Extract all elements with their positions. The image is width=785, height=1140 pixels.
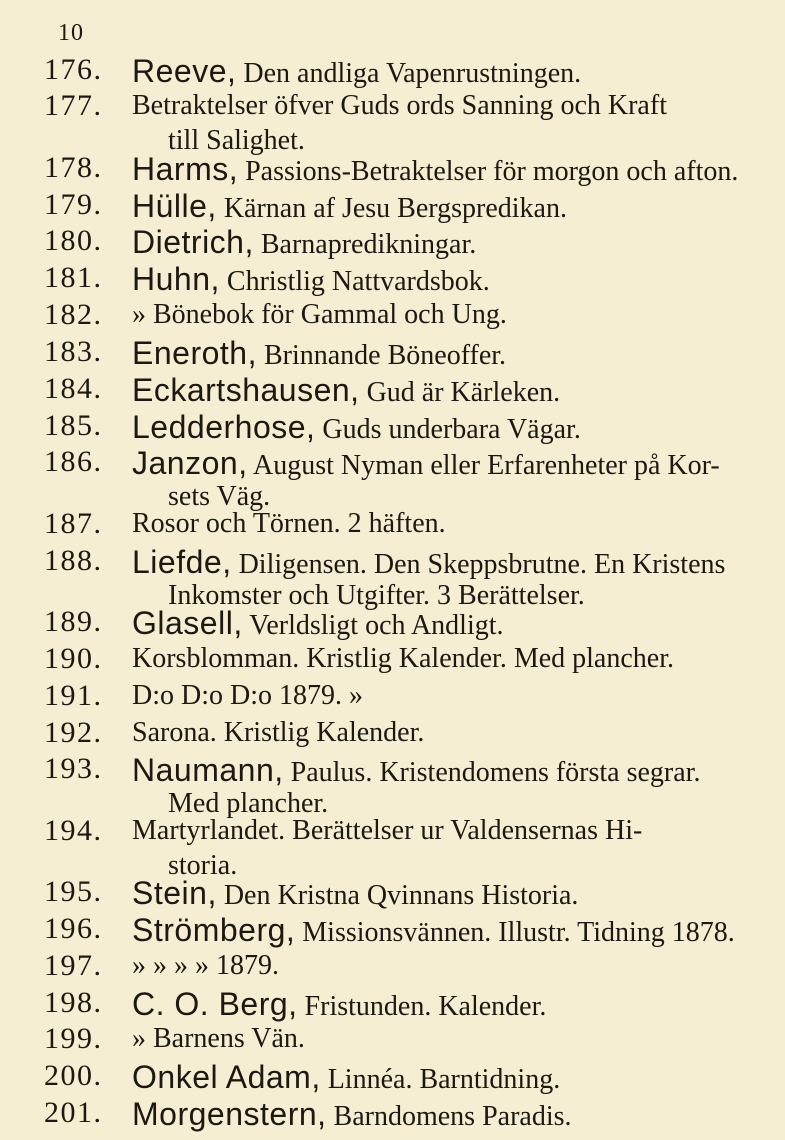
entry-text-line xyxy=(132,1096,732,1133)
entry-number: 185. xyxy=(44,409,103,442)
entry-text-line xyxy=(132,814,732,847)
entry-title: Korsblomman. Kristlig Kalender. Med plancher. xyxy=(132,643,674,674)
entry-number: 190. xyxy=(44,642,103,675)
entry-title: Kärnan af Jesu Bergspredikan. xyxy=(216,193,567,224)
entry-title: » Bönebok för Gammal och Ung. xyxy=(132,299,507,330)
entry-text-line xyxy=(132,89,732,122)
entry-author: C. O. Berg, xyxy=(132,986,298,1022)
entry-title: » » » » 1879. xyxy=(132,950,279,981)
entry-author: Naumann, xyxy=(132,752,284,788)
entry-text-line xyxy=(132,605,732,642)
entry-title: Fristunden. Kalender. xyxy=(297,991,547,1022)
entry-text-line xyxy=(132,1022,732,1055)
entry-number: 184. xyxy=(44,372,103,405)
entry-author: Onkel Adam, xyxy=(132,1059,321,1095)
entry-title: Diligensen. Den Skeppsbrutne. En Kristens xyxy=(231,549,726,580)
entry-number: 199. xyxy=(44,1022,103,1055)
entry-title: D:o D:o D:o 1879. » xyxy=(132,680,363,711)
entry-number: 183. xyxy=(44,335,103,368)
entry-title: Betraktelser öfver Guds ords Sanning och Kraft xyxy=(132,90,667,121)
entry-title: Linnéa. Barntidning. xyxy=(320,1064,561,1095)
entry-title: Passions-Betraktelser för morgon och afton. xyxy=(238,156,739,187)
entry-text-line xyxy=(132,224,732,261)
entry-text-line xyxy=(132,752,732,789)
entry-number: 181. xyxy=(44,261,103,294)
entry-author: Strömberg, xyxy=(132,912,296,948)
entry-text-line xyxy=(132,986,732,1023)
entry-continuation-line: Inkomster och Utgifter. 3 Berättelser. xyxy=(168,580,585,611)
entry-number: 182. xyxy=(44,298,103,331)
entry-number: 197. xyxy=(44,949,103,982)
entry-number: 196. xyxy=(44,912,103,945)
entry-continuation-line: till Salighet. xyxy=(168,125,305,156)
entry-number: 194. xyxy=(44,814,103,847)
entry-title: Missionsvännen. Illustr. Tidning 1878. xyxy=(295,917,735,948)
entry-title: Gud är Kärleken. xyxy=(359,377,561,408)
entry-author: Eckartshausen, xyxy=(132,372,360,408)
entry-text-line xyxy=(132,53,732,90)
entry-title: Den Kristna Qvinnans Historia. xyxy=(216,880,579,911)
entry-title: Rosor och Törnen. 2 häften. xyxy=(132,508,446,539)
entry-number: 186. xyxy=(44,445,103,478)
entry-text-line xyxy=(132,912,735,949)
entry-author: Dietrich, xyxy=(132,224,254,260)
entry-text-line xyxy=(132,716,732,749)
entry-number: 187. xyxy=(44,507,103,540)
entry-title: Christlig Nattvardsbok. xyxy=(219,266,490,297)
entry-author: Stein, xyxy=(132,875,217,911)
entry-author: Morgenstern, xyxy=(132,1096,327,1132)
entry-text-line xyxy=(132,298,732,331)
entry-text-line xyxy=(132,679,732,712)
entry-title: Barndomens Paradis. xyxy=(326,1101,572,1132)
entry-author: Hülle, xyxy=(132,188,217,224)
entry-text-line xyxy=(132,335,732,372)
entry-title: Verldsligt och Andligt. xyxy=(242,610,504,641)
entry-title: Guds underbara Vägar. xyxy=(315,414,581,445)
entry-number: 193. xyxy=(44,752,103,785)
entry-number: 201. xyxy=(44,1096,103,1129)
entry-number: 180. xyxy=(44,224,103,257)
entry-number: 192. xyxy=(44,716,103,749)
entry-title: » Barnens Vän. xyxy=(132,1023,305,1054)
entry-text-line xyxy=(132,507,732,540)
entry-text-line xyxy=(132,949,732,982)
entry-text-line xyxy=(132,261,732,298)
entry-text-line xyxy=(132,642,732,675)
entry-title: Barnapredikningar. xyxy=(253,229,477,260)
entry-number: 195. xyxy=(44,875,103,908)
entry-title: Paulus. Kristendomens första segrar. xyxy=(283,757,701,788)
entry-text-line xyxy=(132,188,732,225)
entry-number: 179. xyxy=(44,188,103,221)
entry-text-line xyxy=(132,1059,732,1096)
entry-title: Martyrlandet. Berättelser ur Valdensernas Hi- xyxy=(132,815,643,846)
entry-author: Harms, xyxy=(132,151,239,187)
entry-title: Den andliga Vapenrustningen. xyxy=(236,58,582,89)
entry-number: 200. xyxy=(44,1059,103,1092)
entry-text-line xyxy=(132,445,732,482)
entry-continuation-line: storia. xyxy=(168,850,238,881)
entry-text-line xyxy=(132,544,732,581)
entry-text-line xyxy=(132,151,739,188)
entry-number: 191. xyxy=(44,679,103,712)
entry-title: August Nyman eller Erfarenheter på Kor- xyxy=(247,450,720,481)
page-number: 10 xyxy=(58,20,84,46)
entry-title: Brinnande Böneoffer. xyxy=(256,340,507,371)
entry-text-line xyxy=(132,409,732,446)
entry-author: Janzon, xyxy=(132,445,248,481)
entry-number: 189. xyxy=(44,605,103,638)
entry-author: Glasell, xyxy=(132,605,243,641)
entry-author: Reeve, xyxy=(132,53,237,89)
entry-number: 198. xyxy=(44,986,103,1019)
entry-author: Liefde, xyxy=(132,544,232,580)
entry-number: 188. xyxy=(44,544,103,577)
entry-author: Ledderhose, xyxy=(132,409,316,445)
entry-text-line xyxy=(132,372,732,409)
entry-text-line xyxy=(132,875,732,912)
entry-number: 178. xyxy=(44,151,103,184)
entry-number: 176. xyxy=(44,53,103,86)
entry-continuation-line: sets Väg. xyxy=(168,481,271,512)
entry-continuation-line: Med plancher. xyxy=(168,788,329,819)
entry-number: 177. xyxy=(44,89,103,122)
entry-author: Huhn, xyxy=(132,261,220,297)
entry-title: Sarona. Kristlig Kalender. xyxy=(132,717,425,748)
entry-author: Eneroth, xyxy=(132,335,257,371)
